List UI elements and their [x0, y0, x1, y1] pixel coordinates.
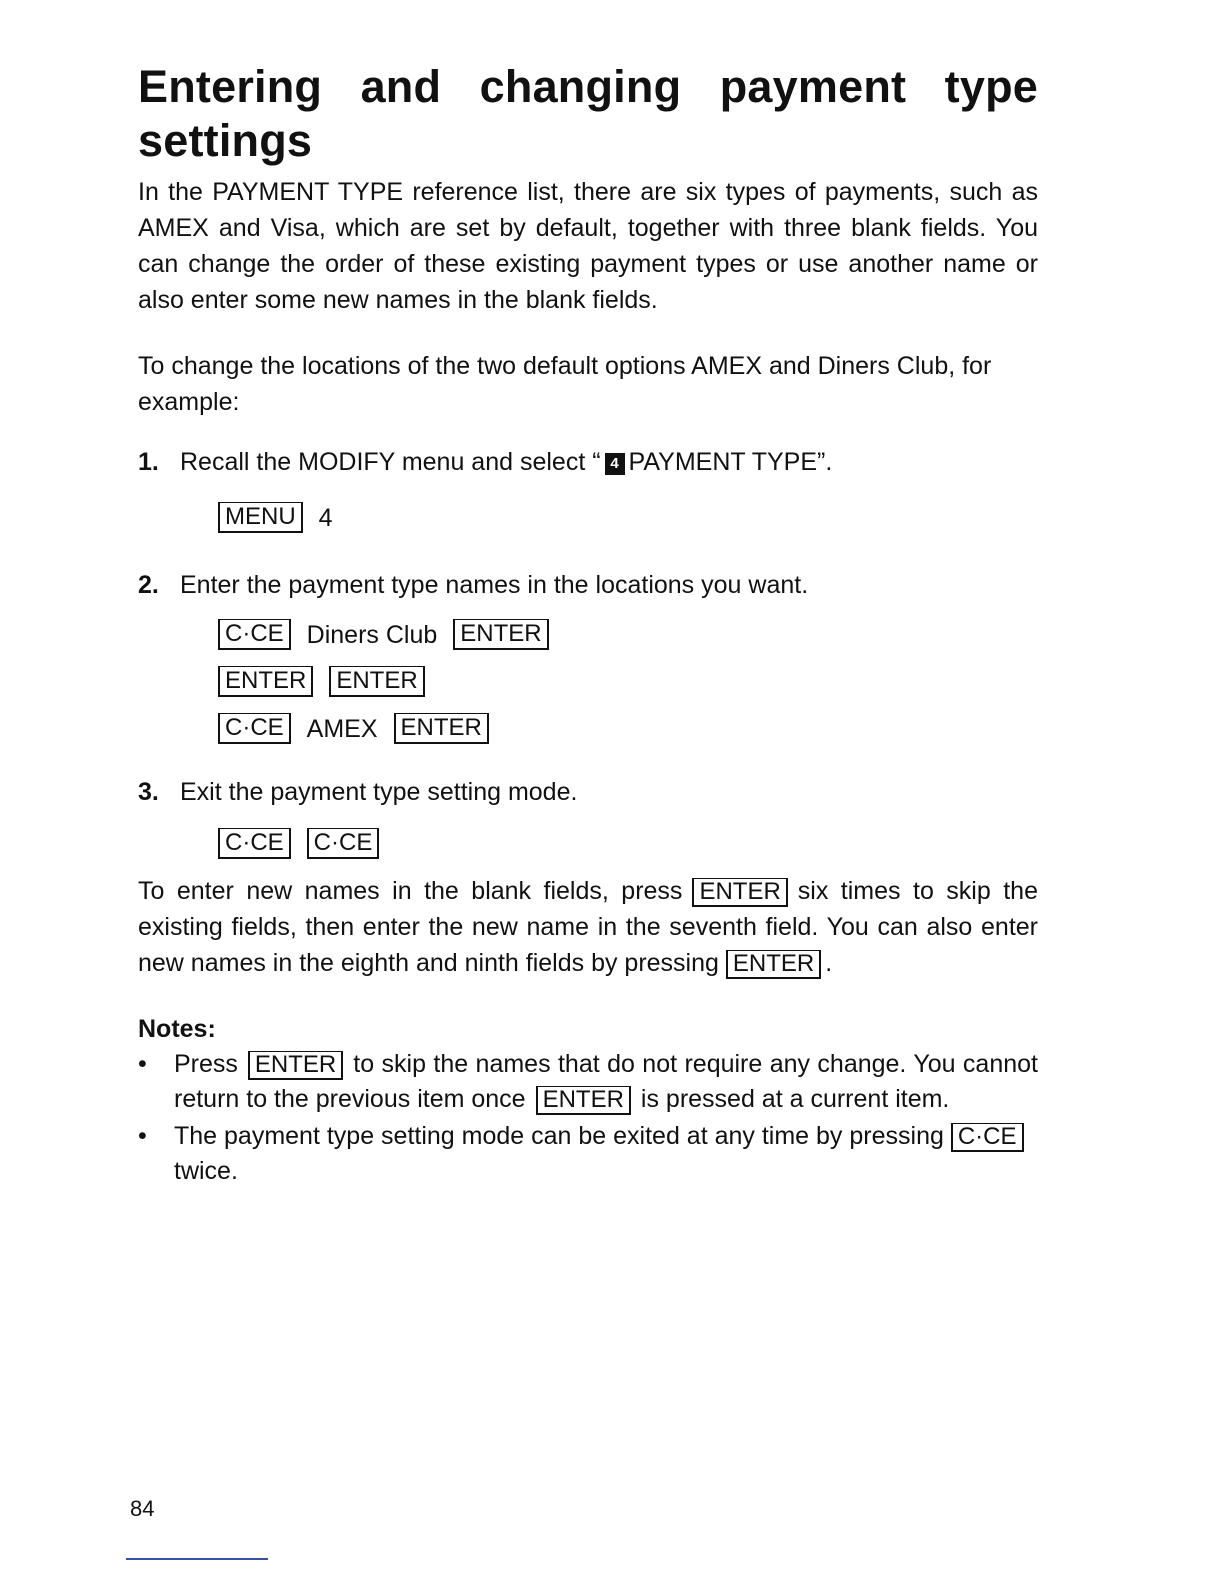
page-content [138, 60, 1038, 1189]
menu-item-4-icon: 4 [605, 453, 625, 475]
enter-key[interactable]: ENTER [692, 878, 787, 907]
notes-list [138, 1047, 1038, 1189]
note-text: Press [174, 1050, 238, 1078]
enter-key[interactable]: ENTER [329, 666, 424, 697]
step-text-before: Recall the MODIFY menu and select “ [180, 448, 601, 476]
page-number: 84 [130, 1496, 155, 1521]
cce-key[interactable]: C·CE [307, 828, 380, 859]
key-label: Diners Club [306, 620, 438, 649]
cce-key[interactable]: C·CE [218, 713, 291, 744]
menu-key[interactable]: MENU [218, 502, 303, 533]
title-word: and [360, 61, 442, 112]
title-word: changing [479, 61, 682, 112]
footer-rule [126, 1558, 268, 1560]
enter-key[interactable]: ENTER [394, 713, 489, 744]
cce-key[interactable]: C·CE [218, 828, 291, 859]
example-intro: To change the locations of the two default options AMEX and Diners Club, for example: [138, 352, 992, 416]
page-title [138, 60, 1038, 168]
note-text: twice. [174, 1157, 238, 1185]
title-line-2: settings [138, 115, 313, 166]
key-label: AMEX [306, 714, 378, 743]
step-number: 1. [138, 448, 159, 476]
bullet: • [138, 1122, 147, 1150]
paragraph-text: . [825, 949, 833, 977]
title-word: Entering [138, 61, 323, 112]
step-3 [138, 774, 1038, 810]
enter-key[interactable]: ENTER [453, 619, 548, 650]
title-word: payment [719, 61, 907, 112]
enter-key[interactable]: ENTER [726, 950, 821, 979]
enter-key[interactable]: ENTER [218, 666, 313, 697]
notes-heading: Notes: [138, 1015, 216, 1043]
step-2 [138, 567, 1038, 603]
paragraph-text: To enter new names in the blank fields, press [138, 877, 683, 905]
note-item [138, 1119, 1038, 1189]
note-text: is pressed at a current item. [640, 1085, 950, 1113]
step-text: Enter the payment type names in the locations you want. [180, 571, 809, 599]
enter-key[interactable]: ENTER [248, 1051, 343, 1080]
note-item [138, 1047, 1038, 1117]
paragraph-text: six times to skip the existing fields, then enter the new name in the seventh field. You can also enter new names in the eighth and ninth fields by pressing [138, 877, 1038, 977]
new-names-paragraph [138, 873, 1038, 981]
note-text: to skip the names that do not require any change. You cannot return to the previous item once [174, 1050, 1038, 1113]
step-1-keys [138, 502, 1038, 533]
title-word: type [944, 61, 1038, 112]
step-1 [138, 444, 1038, 480]
cce-key[interactable]: C·CE [951, 1123, 1024, 1152]
step-text [180, 444, 832, 480]
step-3-keys [138, 828, 1038, 859]
step-2-keys [138, 619, 1038, 744]
note-text: The payment type setting mode can be exited at any time by pressing [174, 1122, 944, 1150]
cce-key[interactable]: C·CE [218, 619, 291, 650]
enter-key[interactable]: ENTER [536, 1086, 631, 1115]
key-number: 4 [318, 503, 333, 532]
bullet: • [138, 1050, 147, 1078]
intro-paragraph: In the PAYMENT TYPE reference list, there are six types of payments, such as AMEX and Visa, which are set by default, together with three blank fields. You can change the order of these existing payment types or use another name or also enter some new names in the blank fields. [138, 178, 1038, 314]
step-number: 3. [138, 778, 159, 806]
step-text-after: PAYMENT TYPE”. [628, 448, 833, 476]
step-text: Exit the payment type setting mode. [180, 778, 578, 806]
step-number: 2. [138, 571, 159, 599]
